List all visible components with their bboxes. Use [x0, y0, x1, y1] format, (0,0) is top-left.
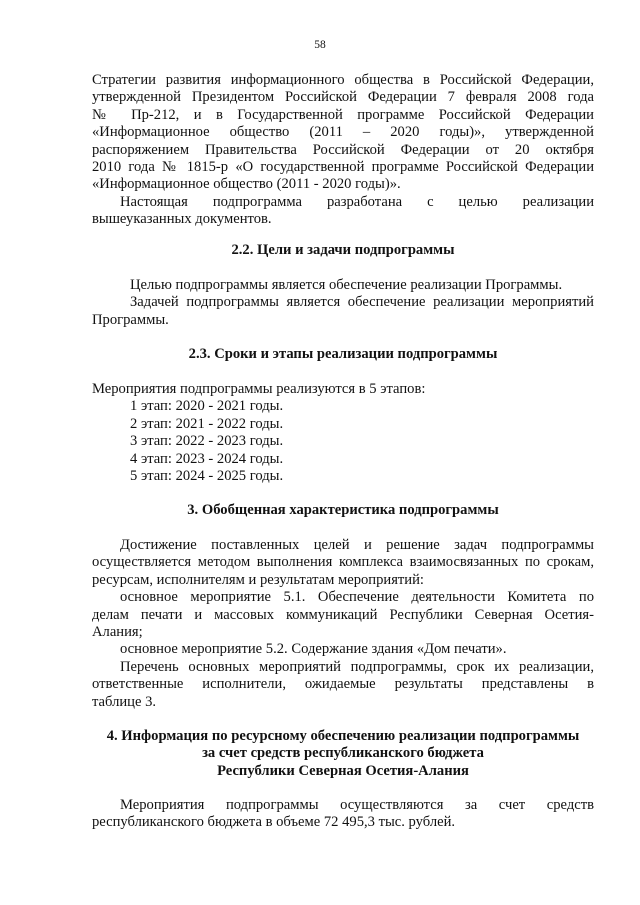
- intro-line: «Информационное общество (2011 - 2020 годы)».: [92, 176, 401, 193]
- section-3-line: осуществляется методом выполнения комплекса взаимосвязанных по срокам,: [92, 554, 594, 571]
- stage-item: 3 этап: 2022 - 2023 годы.: [130, 433, 284, 450]
- purpose-line: вышеуказанных документов.: [92, 211, 272, 228]
- section-3-body: [92, 537, 594, 711]
- section-3-line: ответственные исполнители, ожидаемые результаты представлены в: [92, 676, 594, 693]
- section-2-3-title: 2.3. Сроки и этапы реализации подпрограммы: [188, 346, 498, 362]
- stage-item: 2 этап: 2021 - 2022 годы.: [130, 415, 284, 432]
- section-4-title-line: Республики Северная Осетия-Алания: [217, 762, 469, 779]
- purpose-line: Настоящая подпрограмма разработана с целью реализации: [120, 193, 594, 210]
- section-4-title: [92, 728, 594, 780]
- stage-item: 4 этап: 2023 - 2024 годы.: [130, 450, 284, 467]
- section-3-line: Достижение поставленных целей и решение задач подпрограммы: [120, 537, 594, 553]
- section-3-title: 3. Обобщенная характеристика подпрограммы: [187, 502, 499, 518]
- section-3-line: ресурсам, исполнителям и результатам мероприятий:: [92, 571, 424, 588]
- measure-line: делам печати и массовых коммуникаций Республики Северная Осетия-: [92, 606, 594, 623]
- stage-item: 1 этап: 2020 - 2021 годы.: [130, 398, 284, 415]
- intro-line: Стратегии развития информационного общества в Российской Федерации,: [92, 72, 594, 88]
- section-3-line: Перечень основных мероприятий подпрограммы, срок их реализации,: [120, 658, 594, 675]
- goal-text: Целью подпрограммы является обеспечение реализации Программы.: [130, 277, 563, 293]
- measure-line: Алания;: [92, 624, 143, 641]
- task-line: Задачей подпрограммы является обеспечение реализации мероприятий: [130, 294, 594, 311]
- intro-line: распоряжением Правительства Российской Федерации от 20 октября: [92, 141, 594, 158]
- intro-line: 2010 года № 1815-р «О государственной программе Российской Федерации: [92, 159, 594, 176]
- section-4-line: Мероприятия подпрограммы осуществляются за счет средств: [120, 797, 594, 813]
- section-2-2-title: 2.2. Цели и задачи подпрограммы: [231, 242, 455, 258]
- intro-line: «Информационное общество (2011 – 2020 годы)», утвержденной: [92, 124, 594, 141]
- stage-item: 5 этап: 2024 - 2025 годы.: [130, 468, 284, 485]
- stages-intro: Мероприятия подпрограммы реализуются в 5 этапов:: [92, 381, 426, 397]
- page-number: 58: [314, 39, 326, 51]
- section-3-line: таблице 3.: [92, 693, 157, 710]
- section-4-body: [92, 797, 594, 832]
- measure-line: основное мероприятие 5.2. Содержание здания «Дом печати».: [120, 641, 507, 658]
- section-4-line: республиканского бюджета в объеме 72 495,3 тыс. рублей.: [92, 814, 456, 831]
- intro-line: утвержденной Президентом Российской Федерации 7 февраля 2008 года: [92, 89, 594, 106]
- task-line: Программы.: [92, 311, 169, 328]
- section-4-title-line: за счет средств республиканского бюджета: [202, 745, 484, 762]
- section-2-3-body: [92, 381, 594, 485]
- intro-paragraph: [92, 72, 594, 229]
- measure-line: основное мероприятие 5.1. Обеспечение деятельности Комитета по: [120, 589, 594, 606]
- section-4-title-line: 4. Информация по ресурсному обеспечению реализации подпрограммы: [106, 728, 580, 744]
- section-2-2-body: [92, 277, 594, 329]
- intro-line: № Пр-212, и в Государственной программе Российской Федерации: [92, 106, 594, 123]
